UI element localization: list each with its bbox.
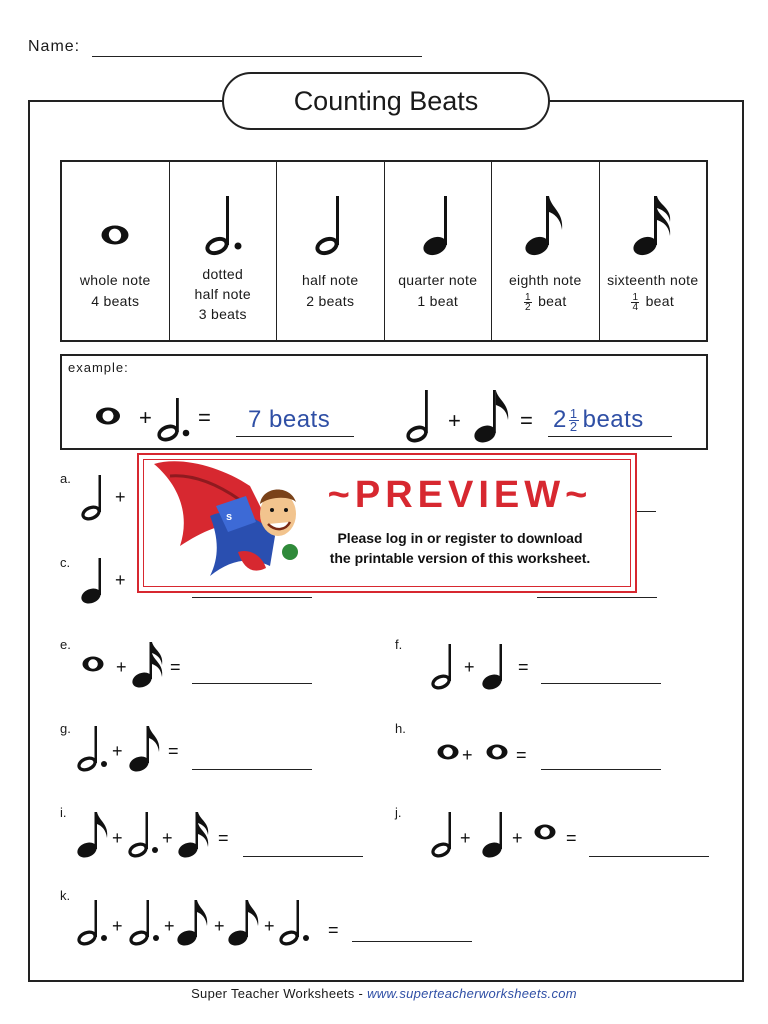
whole-note-icon [535,825,556,840]
note-beats: $\frac{1}{4}$ beat [632,291,675,313]
preview-title: ~PREVIEW~ [327,474,593,516]
answer-line-g[interactable] [192,769,312,770]
plus-sign: + [116,657,127,677]
problem-label: c. [60,555,71,570]
whole-note-icon [95,190,135,260]
problem-f-notes [430,640,540,697]
quarter-note-icon [418,190,458,260]
svg-text:s: s [226,511,233,523]
equals-sign: = [170,657,181,677]
equals-sign: = [168,741,179,761]
eighth-note-icon [75,812,107,860]
example-label: example: [68,360,129,375]
dotted-half-note-icon [155,398,189,445]
note-name: half note [302,272,359,288]
half-note-icon [404,390,430,446]
problem-label: j. [395,805,402,820]
example-answer-2: 2 $\frac{1}{2}$ beats [553,406,644,435]
problem-h-notes [436,734,536,775]
whole-note-icon [83,657,104,672]
problem-e-icons [80,640,190,692]
preview-message: Please log in or register to download the printable version of this worksheet. [329,530,591,566]
note-beats: $\frac{1}{2}$ beat [524,291,567,313]
note-cell-half [277,162,385,340]
footer: Super Teacher Worksheets - www.superteacherworksheets.com [191,986,577,1001]
superhero-mascot [150,456,310,595]
note-desc-dotted-half [170,264,277,324]
plus-sign: + [264,916,275,936]
problem-g-icons [74,722,194,776]
eighth-note-icon [520,190,570,260]
example-answer-1: 7 beats [248,406,331,433]
answer-fraction: $\frac{1}{2}$ [569,406,578,435]
note-cell-whole [62,162,170,340]
problem-label: e. [60,637,71,652]
answer-line-d[interactable] [537,597,657,598]
note-beats: 3 beats [198,306,247,322]
equals-sign: = [518,657,529,677]
example-equation-2 [400,390,550,453]
note-cell-sixteenth [600,162,707,340]
note-name: dotted [202,266,244,282]
dotted-half-note-icon [198,190,248,260]
note-beats: 4 beats [91,293,140,309]
whole-note-icon [487,745,508,760]
plus-sign: + [112,916,123,936]
footer-link[interactable]: www.superteacherworksheets.com [367,986,577,1001]
answer-line-f[interactable] [541,683,661,684]
eighth-note-icon [226,900,258,948]
answer-line-h[interactable] [541,769,661,770]
note-reference-table [60,160,708,342]
whole-note-icon [96,408,120,425]
note-desc-sixteenth [600,270,707,312]
plus-sign: + [448,408,461,433]
equals-sign: = [198,405,211,430]
example-equation-1 [92,398,232,453]
problem-label: a. [60,471,71,486]
example-answer-line-2 [548,436,672,437]
problem-label: f. [395,637,403,652]
note-beats: 2 beats [306,293,355,309]
dotted-half-note-icon [127,900,159,948]
equals-sign: = [218,828,229,848]
note-desc-whole [62,270,169,312]
plus-sign: + [112,741,123,761]
problem-a-notes [80,475,140,530]
quarter-note-icon [480,644,504,692]
note-name: eighth note [508,272,582,288]
note-beats: 1 beat [417,293,459,309]
dotted-half-note-icon [76,900,107,948]
plus-sign: + [139,405,152,430]
half-note-icon [430,812,453,860]
problem-k-notes [76,894,346,955]
sixteenth-note-icon [130,642,162,690]
plus-sign: + [164,916,175,936]
eighth-note-icon [472,390,508,446]
half-note-icon [310,190,350,260]
name-label: Name: [28,38,81,55]
name-line[interactable] [92,56,422,57]
answer-line-k[interactable] [352,941,472,942]
page-title: Counting Beats [222,72,550,130]
problem-label: g. [60,721,71,736]
problem-i-icons [74,806,244,862]
quarter-note-icon [80,558,140,608]
tilde-right-icon: ~ [565,474,593,516]
quarter-note-icon [480,812,504,860]
sixteenth-note-icon [628,190,678,260]
problem-c-notes [80,558,140,613]
half-note-icon [80,475,140,525]
note-desc-half [277,270,384,312]
half-note-icon [430,644,453,692]
note-cell-quarter [385,162,493,340]
plus-sign: + [214,916,225,936]
problem-j-notes [430,806,590,867]
plus-sign: + [464,657,475,677]
note-desc-quarter [385,270,492,312]
plus-sign: + [115,570,126,590]
example-answer-line-1 [236,436,354,437]
whole-note-icon [438,745,459,760]
equals-sign: = [516,745,527,765]
beat-fraction: $\frac{1}{2}$ [524,291,531,313]
plus-sign: + [460,828,471,848]
problem-g-notes [74,722,194,781]
problem-k-icons [76,894,346,950]
note-name: half note [194,286,251,302]
note-cell-eighth [492,162,600,340]
problem-i-notes [74,806,244,867]
example-notes-1 [92,398,232,448]
eighth-note-icon [127,726,159,774]
note-name: sixteenth note [607,272,699,288]
problem-label: k. [60,888,71,903]
answer-line-j[interactable] [589,856,709,857]
answer-line-c[interactable] [192,597,312,598]
note-desc-eighth [492,270,599,312]
plus-sign: + [112,828,123,848]
plus-sign: + [115,487,126,507]
equals-sign: = [328,920,339,940]
superhero-mascot-icon [150,456,310,590]
problem-h-icons [436,734,536,770]
problem-e-notes [80,640,190,697]
note-name: quarter note [398,272,478,288]
problem-label: i. [60,805,67,820]
dotted-half-note-icon [75,726,107,774]
plus-sign: + [162,828,173,848]
plus-sign: + [512,828,523,848]
note-name: whole note [79,272,151,288]
equals-sign: = [520,408,533,433]
answer-line-e[interactable] [192,683,312,684]
answer-line-i[interactable] [243,856,363,857]
dotted-half-note-icon [277,900,309,948]
beat-fraction: $\frac{1}{4}$ [632,291,639,313]
problem-j-icons [430,806,590,862]
tilde-left-icon: ~ [327,474,355,516]
example-notes-2 [400,390,550,448]
plus-sign: + [462,745,473,765]
dotted-half-note-icon [126,812,158,860]
sixteenth-note-icon [176,812,208,860]
equals-sign: = [566,828,577,848]
problem-f-icons [430,640,540,692]
note-cell-dotted-half [170,162,278,340]
problem-label: h. [395,721,406,736]
eighth-note-icon [175,900,207,948]
